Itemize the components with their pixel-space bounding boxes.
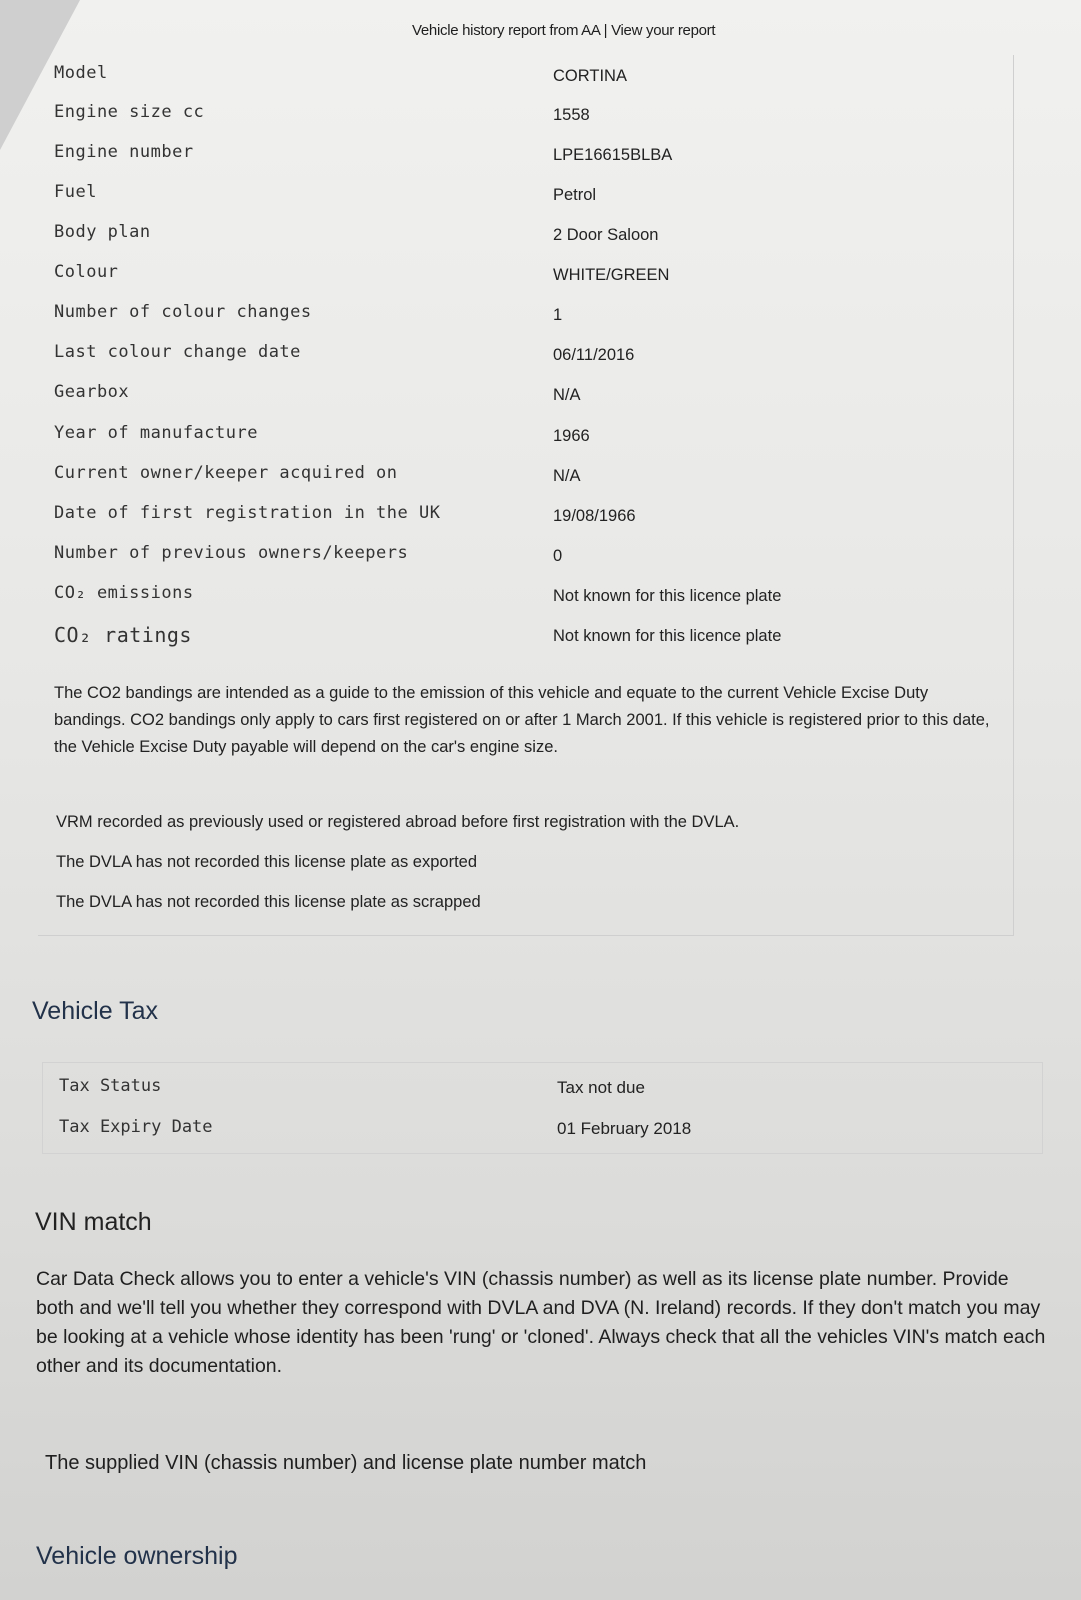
spec-value: Not known for this licence plate (553, 627, 782, 645)
spec-value: 19/08/1966 (553, 507, 636, 525)
tax-status-label: Tax Status (59, 1076, 162, 1096)
spec-row-colour-changes (38, 302, 1013, 332)
spec-row-fuel (38, 182, 1013, 212)
spec-label: Gearbox (54, 382, 130, 402)
vehicle-spec-panel (38, 55, 1014, 936)
co2-bandings-note: The CO2 bandings are intended as a guide to the emission of this vehicle and equate to the current Vehicle Excise Duty bandings. CO2 bandings only apply to cars first registered on or after 1 March 2001. If this vehicle is registered prior to this date, the Vehicle Excise Duty payable will depend on the car's engine size. (54, 684, 990, 756)
vehicle-tax-heading: Vehicle Tax (32, 997, 159, 1025)
spec-row-engine-number (38, 142, 1013, 172)
status-line-scrapped: The DVLA has not recorded this license plate as scrapped (56, 893, 481, 911)
vin-match-result: The supplied VIN (chassis number) and license plate number match (45, 1452, 647, 1474)
spec-value: CORTINA (553, 67, 627, 85)
spec-value: 1966 (553, 427, 590, 445)
spec-label: Colour (54, 262, 119, 282)
status-line-abroad: VRM recorded as previously used or registered abroad before first registration with the DVLA. (56, 813, 740, 831)
vehicle-ownership-heading: Vehicle ownership (36, 1542, 238, 1570)
spec-row-colour (38, 262, 1013, 292)
spec-row-first-registration (38, 503, 1013, 533)
report-header: Vehicle history report from AA | View your report (412, 22, 716, 39)
spec-label: Engine number (54, 142, 194, 162)
spec-row-engine-size (38, 102, 1013, 132)
spec-label: CO₂ ratings (54, 623, 192, 647)
spec-value: 1 (553, 306, 563, 324)
tax-expiry-label: Tax Expiry Date (59, 1117, 213, 1137)
spec-row-keeper-acquired (38, 463, 1013, 493)
spec-label: Fuel (54, 182, 97, 202)
spec-row-body-plan (38, 222, 1013, 252)
spec-value: N/A (553, 467, 581, 485)
spec-label: Model (54, 63, 108, 83)
spec-label: Number of previous owners/keepers (54, 543, 409, 563)
spec-value: 2 Door Saloon (553, 226, 659, 244)
tax-expiry-value: 01 February 2018 (557, 1119, 692, 1138)
spec-row-co2-ratings (38, 623, 1013, 653)
spec-label: Body plan (54, 222, 151, 242)
spec-value: LPE16615BLBA (553, 146, 673, 164)
spec-value: 0 (553, 547, 563, 565)
spec-label: Date of first registration in the UK (54, 503, 441, 523)
spec-label: Number of colour changes (54, 302, 312, 322)
spec-label: Engine size cc (54, 102, 205, 122)
spec-label: Last colour change date (54, 342, 301, 362)
spec-row-last-colour-change (38, 342, 1013, 372)
vehicle-tax-panel (42, 1062, 1043, 1154)
spec-value: 06/11/2016 (553, 346, 635, 364)
spec-value: Not known for this licence plate (553, 587, 782, 605)
tax-status-value: Tax not due (557, 1078, 645, 1097)
spec-label: Year of manufacture (54, 423, 258, 443)
spec-label: Current owner/keeper acquired on (54, 463, 398, 483)
spec-row-previous-owners (38, 543, 1013, 573)
spec-value: N/A (553, 386, 581, 404)
spec-row-co2-emissions (38, 583, 1013, 613)
spec-row-model (38, 63, 1013, 93)
vin-match-description: Car Data Check allows you to enter a vehicle's VIN (chassis number) as well as its license plate number. Provide both and we'll tell you whether they correspond with DVLA and DVA (N. Ireland) records. If they don't match you may be looking at a vehicle whose identity has been 'rung' or 'cloned'. Always check that all the vehicles VIN's match each other and its documentation. (36, 1268, 1046, 1377)
spec-label: CO₂ emissions (54, 583, 194, 603)
spec-value: 1558 (553, 106, 590, 124)
spec-row-gearbox (38, 382, 1013, 412)
vin-match-heading: VIN match (35, 1208, 152, 1236)
spec-value: WHITE/GREEN (553, 266, 670, 284)
spec-value: Petrol (553, 186, 597, 204)
status-line-exported: The DVLA has not recorded this license plate as exported (56, 853, 477, 871)
spec-row-year (38, 423, 1013, 453)
